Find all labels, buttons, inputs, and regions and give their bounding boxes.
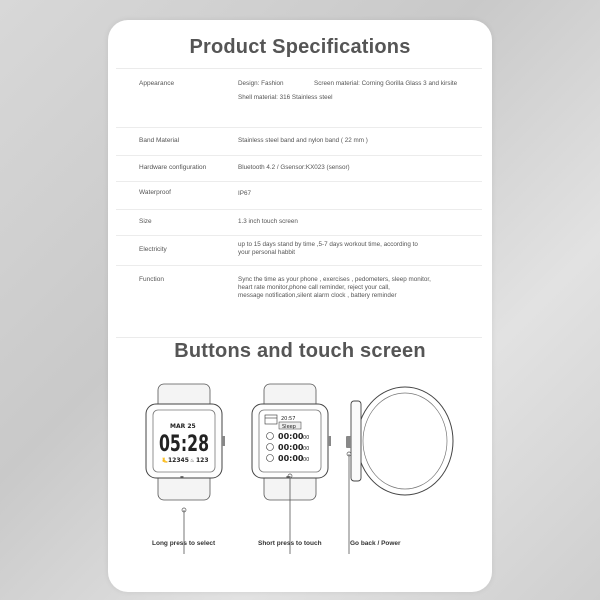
- menu-time: 20:57: [281, 416, 296, 422]
- buttons-heading: Buttons and touch screen: [174, 340, 426, 362]
- spec-row-electricity: [116, 235, 482, 266]
- watch-chin-logo: ▬: [180, 474, 184, 479]
- watch-case-side: [351, 401, 361, 481]
- sleep-row-small: 00: [303, 435, 310, 441]
- watch-time: 05:28: [159, 432, 209, 457]
- watch-front-time: [146, 384, 225, 500]
- flame-icon: ♨: [190, 458, 195, 464]
- spec-label: Waterproof: [139, 189, 171, 196]
- spec-design: Design: Fashion: [238, 80, 284, 87]
- watch-calories: 123: [196, 457, 209, 464]
- spec-row-band: [116, 127, 482, 156]
- watch-side-button[interactable]: [222, 436, 225, 446]
- caption-short-press: Short press to touch: [258, 540, 322, 547]
- specs-table: [116, 68, 482, 338]
- sleep-label: Sleep: [282, 424, 296, 430]
- watch-date: MAR 25: [170, 423, 196, 430]
- spec-screen-material: Screen material: Corning Gorilla Glass 3 and kirsite: [314, 80, 458, 87]
- spec-value-line: Sync the time as your phone , exercises , pedometers, sleep monitor,: [238, 276, 431, 283]
- spec-value: [238, 241, 478, 257]
- spec-label: Electricity: [139, 246, 167, 253]
- spec-row-waterproof: [116, 181, 482, 210]
- spec-value-line: your personal habbit: [238, 249, 296, 256]
- spec-value: [238, 80, 478, 88]
- sleep-row-value: 00:00: [278, 454, 304, 463]
- product-card: [108, 20, 492, 592]
- caption-long-press: Long press to select: [152, 540, 216, 547]
- spec-value-line: up to 15 days stand by time ,5-7 days workout time, according to: [238, 241, 418, 248]
- spec-label: Appearance: [139, 80, 175, 87]
- power-button[interactable]: [346, 436, 351, 448]
- spec-label: Function: [139, 276, 164, 283]
- watch-band-loop: [357, 387, 453, 495]
- spec-label: Band Material: [139, 137, 180, 144]
- watch-illustrations: [108, 376, 492, 592]
- spec-row-function: [116, 265, 482, 337]
- sleep-row-value: 00:00: [278, 443, 304, 452]
- spec-value: [238, 276, 478, 300]
- watch-steps: 12345: [168, 457, 189, 464]
- spec-row-appearance: [116, 69, 482, 128]
- watch-chin-logo: ▬: [286, 474, 290, 479]
- sleep-row-small: 00: [303, 446, 310, 452]
- caption-go-back: Go back / Power: [350, 540, 401, 547]
- spec-value-line: message notification,silent alarm clock , battery reminder: [238, 292, 397, 299]
- spec-label: Size: [139, 218, 152, 225]
- watch-side-button[interactable]: [328, 436, 331, 446]
- watch-front-menu: [252, 384, 331, 500]
- watch-side-view: [346, 387, 453, 495]
- spec-value: Bluetooth 4.2 / Gsensor:KX023 (sensor): [238, 164, 350, 171]
- specs-heading: Product Specifications: [189, 36, 411, 58]
- spec-value: 1.3 inch touch screen: [238, 218, 298, 225]
- spec-shell-material: Shell material: 316 Stainless steel: [238, 94, 333, 101]
- steps-icon: 🦶: [162, 458, 169, 464]
- sleep-row-small: 00: [303, 457, 310, 463]
- spec-label: Hardware configuration: [139, 164, 207, 171]
- sleep-row-value: 00:00: [278, 432, 304, 441]
- spec-row-hardware: [116, 155, 482, 182]
- spec-value-line: heart rate monitor,phone call reminder, reject your call,: [238, 284, 390, 291]
- spec-value: IP67: [238, 190, 251, 197]
- watch-band-inner: [363, 393, 447, 489]
- spec-value: Stainless steel band and nylon band ( 22 mm ): [238, 137, 368, 144]
- spec-row-size: [116, 209, 482, 236]
